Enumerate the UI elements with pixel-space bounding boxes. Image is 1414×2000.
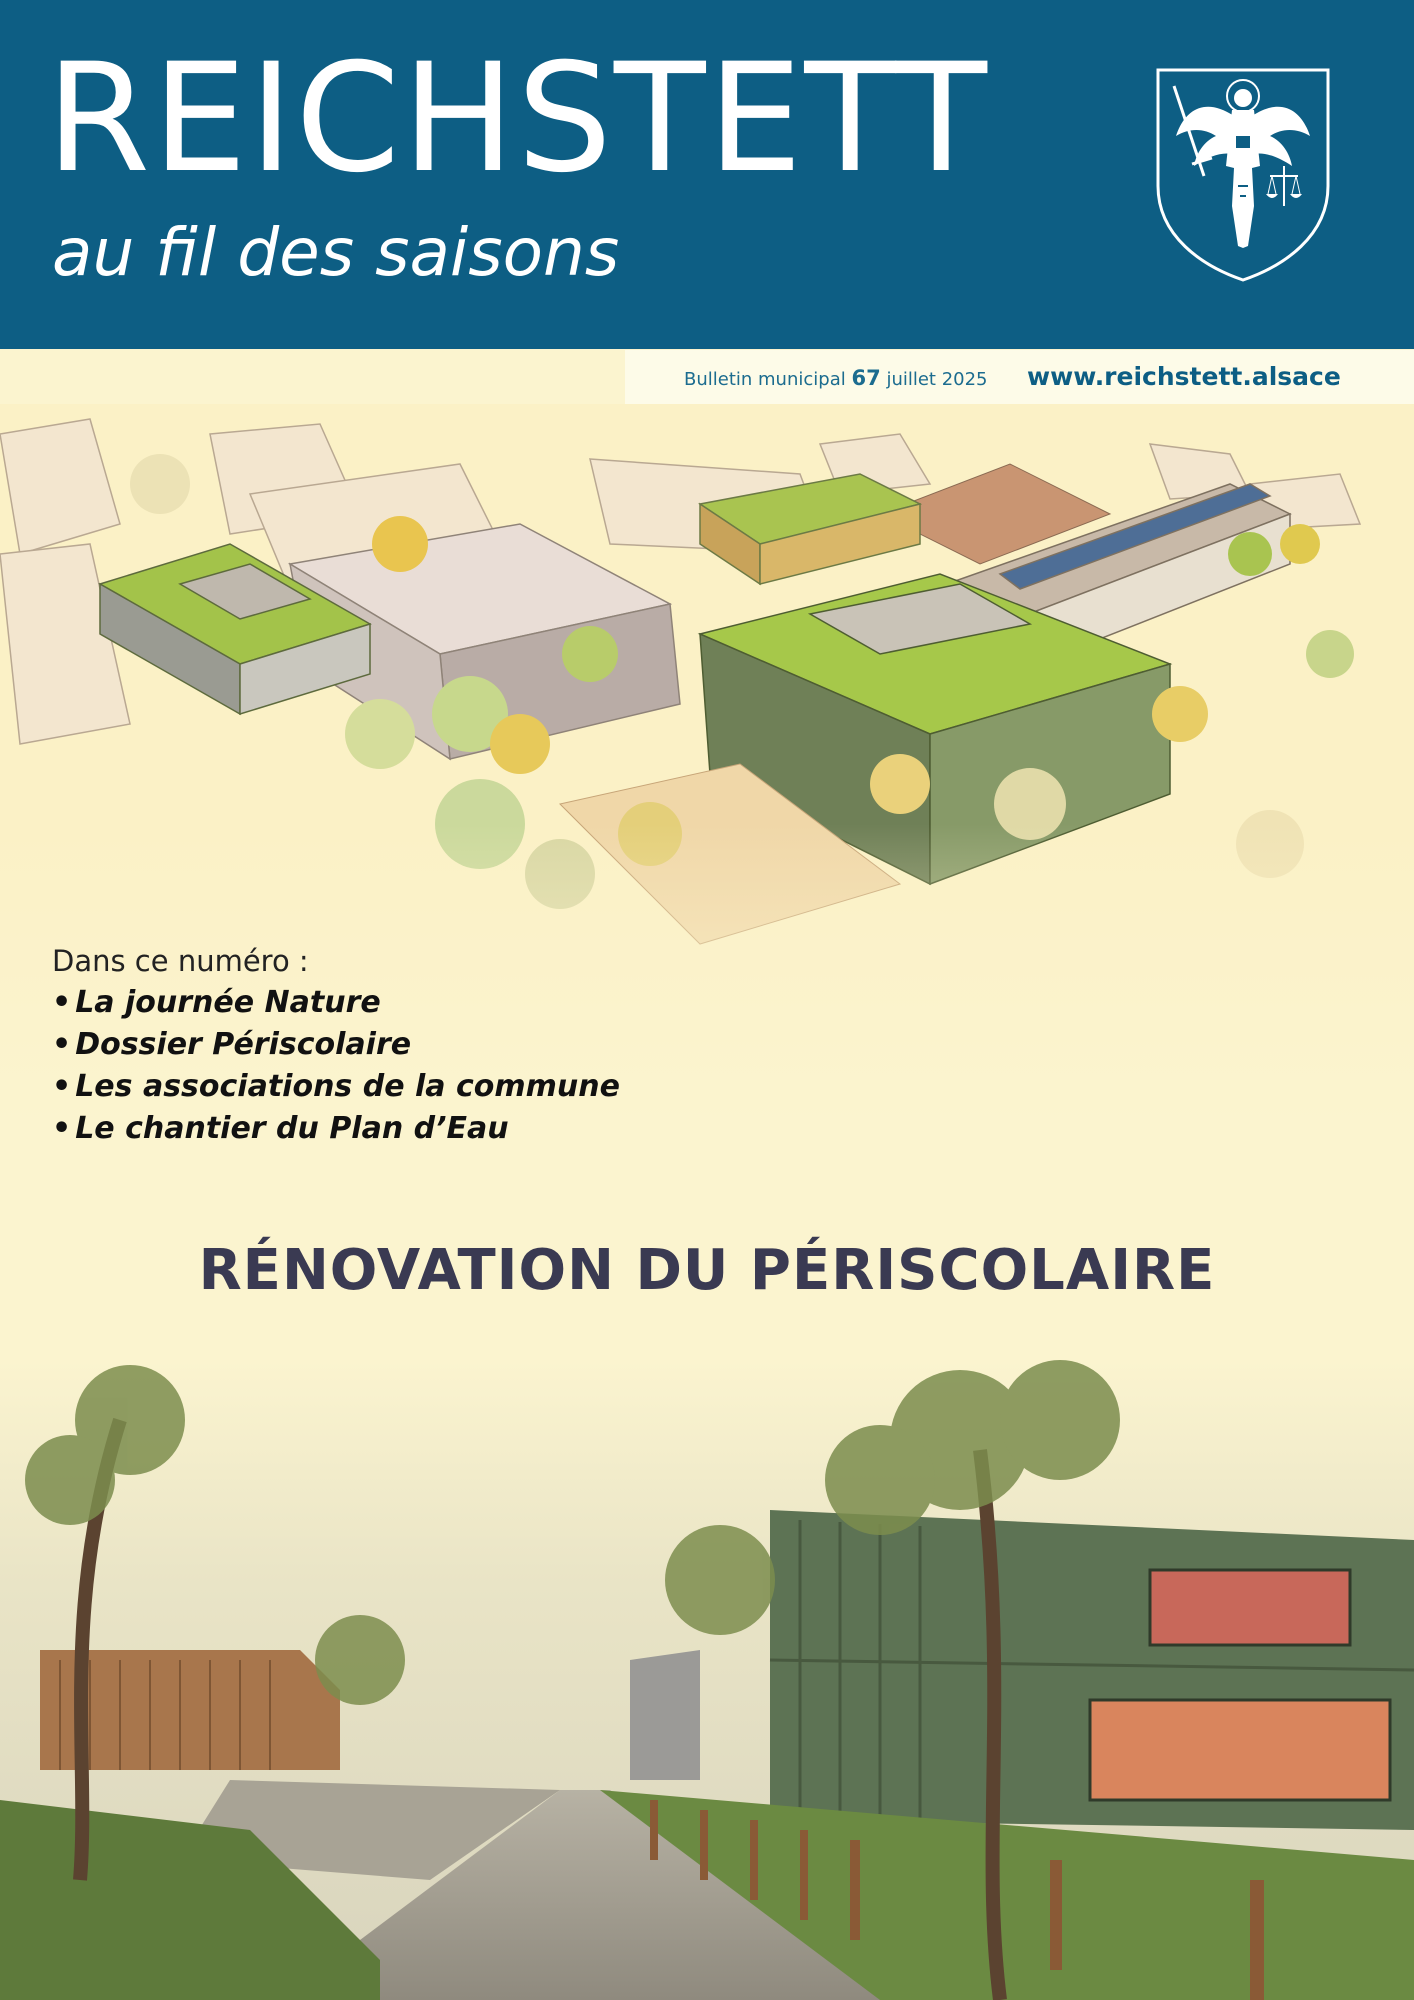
bulletin-date: juillet 2025: [886, 369, 988, 390]
magazine-subtitle: au fil des saisons: [52, 214, 620, 291]
contents-heading: Dans ce numéro :: [52, 944, 309, 978]
contents-item-label: La journée Nature: [75, 985, 381, 1020]
contents-item-label: Dossier Périscolaire: [75, 1027, 412, 1062]
contents-list: [52, 982, 672, 1150]
coat-of-arms-icon: [1154, 66, 1332, 284]
bulletin-info: [684, 366, 988, 390]
masthead: [0, 0, 1414, 349]
bullet-icon: •: [52, 1027, 72, 1062]
magazine-title: REICHSTETT: [46, 32, 989, 206]
contents-item-label: Les associations de la commune: [75, 1069, 620, 1104]
bulletin-number: 67: [851, 366, 881, 390]
contents-item[interactable]: [52, 1066, 672, 1108]
website-link[interactable]: www.reichstett.alsace: [1027, 362, 1341, 391]
street-rendering: [0, 1360, 1414, 2000]
bullet-icon: •: [52, 1069, 72, 1104]
table-of-contents: [52, 944, 672, 1150]
bullet-icon: •: [52, 985, 72, 1020]
cover-headline: RÉNOVATION DU PÉRISCOLAIRE: [198, 1238, 1216, 1303]
contents-item-label: Le chantier du Plan d’Eau: [75, 1111, 509, 1146]
bulletin-prefix: Bulletin municipal: [684, 369, 846, 390]
contents-item[interactable]: [52, 982, 672, 1024]
bullet-icon: •: [52, 1111, 72, 1146]
contents-item[interactable]: [52, 1024, 672, 1066]
contents-item[interactable]: [52, 1108, 672, 1150]
